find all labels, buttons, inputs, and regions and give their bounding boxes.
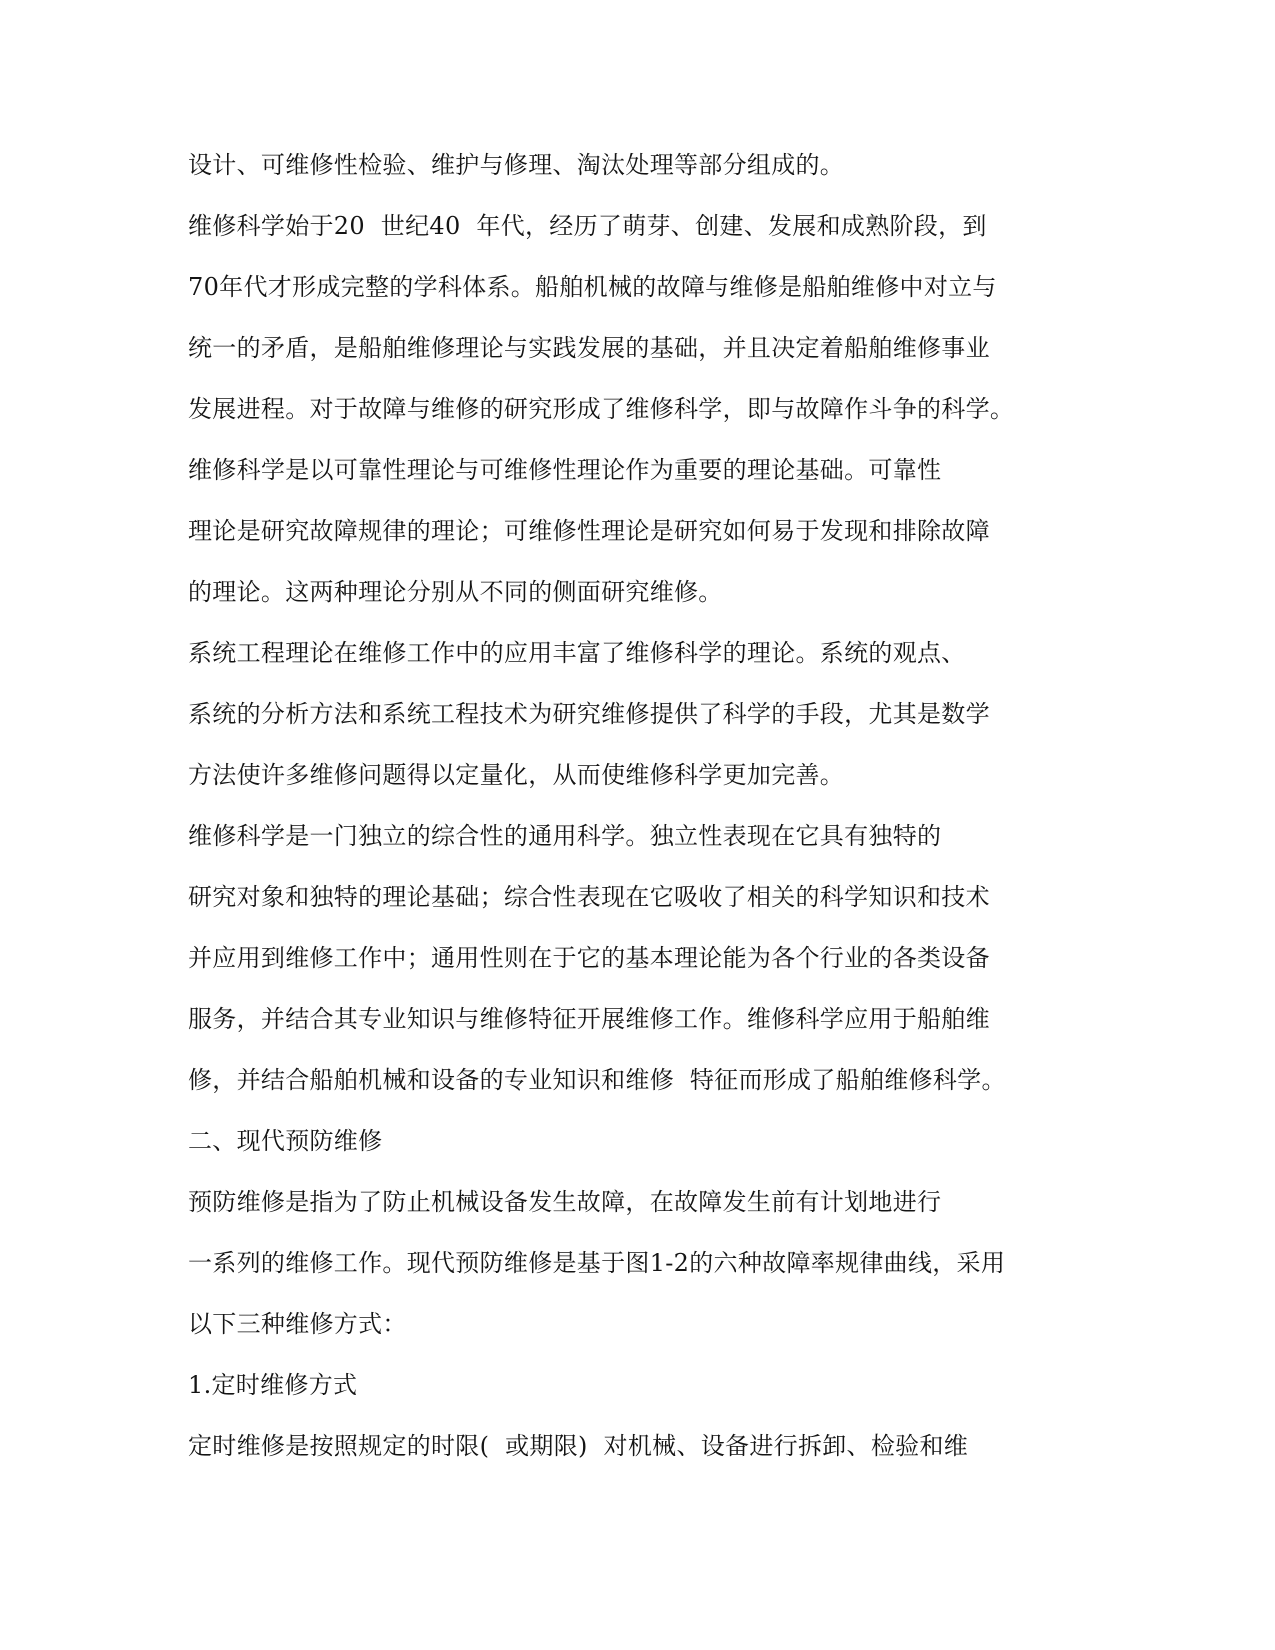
section-heading: 二、现代预防维修 [188,1127,383,1155]
text-line: 维修科学始于20 世纪40 年代，经历了萌芽、创建、发展和成熟阶段，到 [188,212,987,240]
text-line: 发展进程。对于故障与维修的研究形成了维修科学，即与故障作斗争的科学。 [188,395,1015,423]
text-line: 的理论。这两种理论分别从不同的侧面研究维修。 [188,578,723,606]
text-line: 理论是研究故障规律的理论；可维修性理论是研究如何易于发现和排除故障 [188,517,990,545]
text-line: 研究对象和独特的理论基础；综合性表现在它吸收了相关的科学知识和技术 [188,883,990,911]
text-line: 维修科学是一门独立的综合性的通用科学。独立性表现在它具有独特的 [188,822,942,850]
text-line: 系统的分析方法和系统工程技术为研究维修提供了科学的手段，尤其是数学 [188,700,990,728]
text-line: 并应用到维修工作中；通用性则在于它的基本理论能为各个行业的各类设备 [188,944,990,972]
text-line: 以下三种维修方式： [188,1310,407,1338]
text-line: 统一的矛盾，是船舶维修理论与实践发展的基础，并且决定着船舶维修事业 [188,334,990,362]
text-line: 设计、可维修性检验、维护与修理、淘汰处理等部分组成的。 [188,151,845,179]
subsection-heading: 1.定时维修方式 [188,1371,358,1399]
text-line: 维修科学是以可靠性理论与可维修性理论作为重要的理论基础。可靠性 [188,456,942,484]
text-line: 方法使许多维修问题得以定量化，从而使维修科学更加完善。 [188,761,845,789]
text-line: 70年代才形成完整的学科体系。船舶机械的故障与维修是船舶维修中对立与 [188,273,997,301]
text-line: 修，并结合船舶机械和设备的专业知识和维修 特征而形成了船舶维修科学。 [188,1066,1006,1094]
text-line: 服务，并结合其专业知识与维修特征开展维修工作。维修科学应用于船舶维 [188,1005,990,1033]
text-line: 系统工程理论在维修工作中的应用丰富了维修科学的理论。系统的观点、 [188,639,966,667]
text-line: 定时维修是按照规定的时限( 或期限) 对机械、设备进行拆卸、检验和维 [188,1432,969,1460]
body-text [188,146,1048,1488]
text-line: 一系列的维修工作。现代预防维修是基于图1-2的六种故障率规律曲线，采用 [188,1249,1006,1277]
text-line: 预防维修是指为了防止机械设备发生故障，在故障发生前有计划地进行 [188,1188,942,1216]
